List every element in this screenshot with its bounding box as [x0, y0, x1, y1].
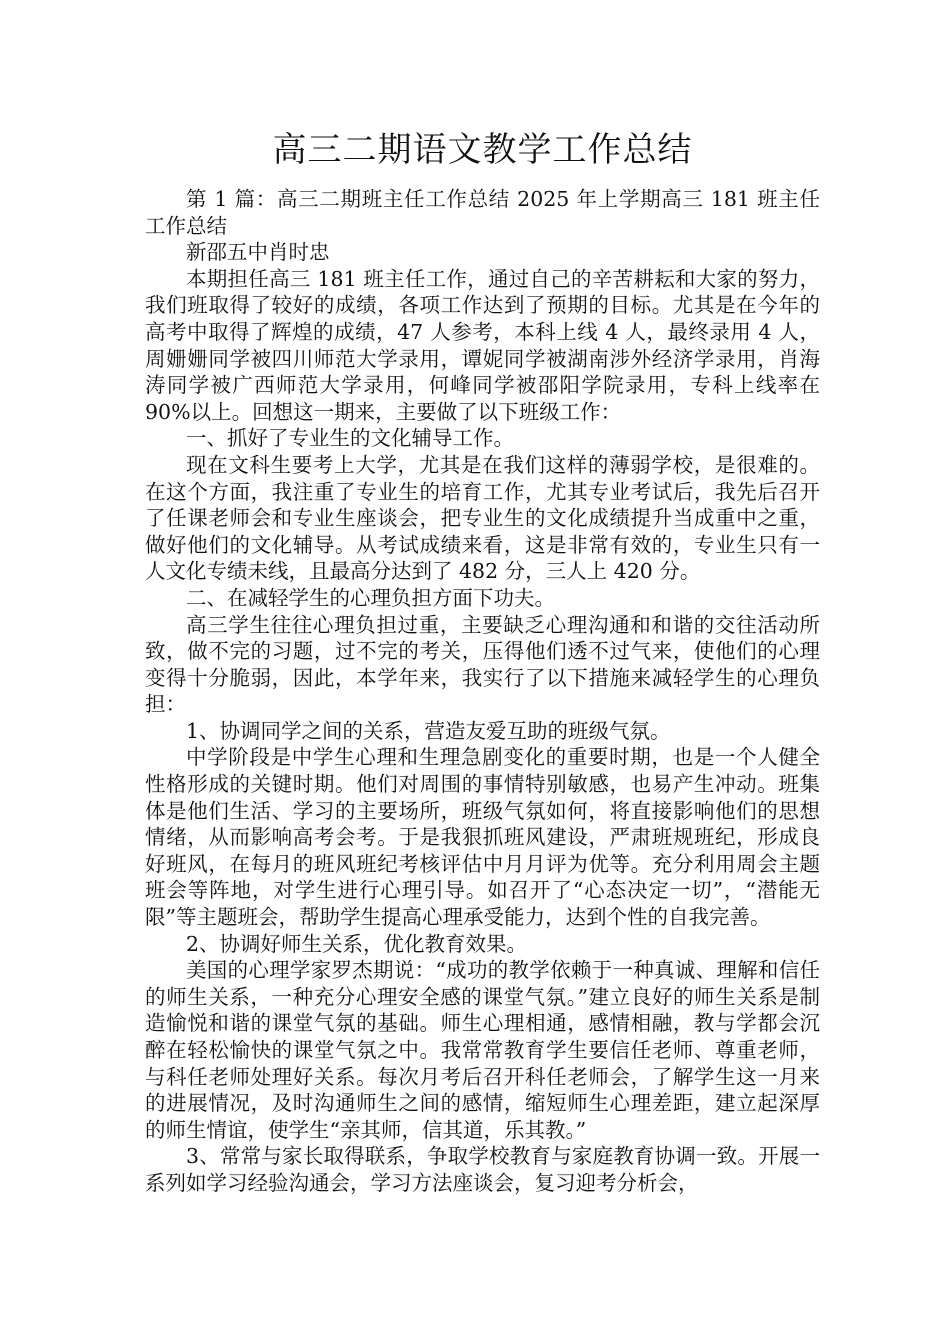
section-heading-1: 一、抓好了专业生的文化辅导工作。 [186, 426, 514, 451]
subheading-2: 2、协调好师生关系，优化教育效果。 [186, 931, 528, 956]
paragraph-section-2: 高三学生往往心理负担过重，主要缺乏心理沟通和和谐的交往活动所致，做不完的习题，过不完的考关，压得他们透不过气来，使他们的心理变得十分脆弱，因此，本学年来，我实行了以下措施来减轻学生的心理负担： [145, 612, 820, 717]
section-heading-2: 二、在减轻学生的心理负担方面下功夫。 [186, 585, 555, 610]
paragraph-sub-3: 3、常常与家长取得联系，争取学校教育与家庭教育协调一致。开展一系列如学习经验沟通会，学习方法座谈会，复习迎考分析会， [145, 1144, 820, 1195]
document-title: 高三二期语文教学工作总结 [272, 130, 693, 170]
paragraph-sub-1: 中学阶段是中学生心理和生理急剧变化的重要时期，也是一个人健全性格形成的关键时期。他们对周围的事情特别敏感，也易产生冲动。班集体是他们生活、学习的主要场所，班级气氛如何，将直接影响他们的思想情绪，从而影响高考会考。于是我狠抓班风建设，严肃班规班纪，形成良好班风，在每月的班风班纪考核评估中月月评为优等。充分利用周会主题班会等阵地，对学生进行心理引导。如召开了“心态决定一切”，“潜能无限”等主题班会，帮助学生提高心理承受能力，达到个性的自我完善。 [145, 745, 820, 930]
paragraph-sub-2: 美国的心理学家罗杰期说：“成功的教学依赖于一种真诚、理解和信任的师生关系，一种充分心理安全感的课堂气氛。”建立良好的师生关系是制造愉悦和谐的课堂气氛的基础。师生心理相通，感情相融，教与学都会沉醉在轻松愉快的课堂气氛之中。我常常教育学生要信任老师、尊重老师，与科任老师处理好关系。每次月考后召开科任老师会，了解学生这一月来的进展情况，及时沟通师生之间的感情，缩短师生心理差距，建立起深厚的师生情谊，使学生“亲其师，信其道，乐其教。” [145, 958, 820, 1142]
paragraph-source-heading: 第 1 篇：高三二期班主任工作总结 2025 年上学期高三 181 班主任工作总结 [145, 187, 820, 238]
subheading-1: 1、协调同学之间的关系，营造友爱互助的班级气氛。 [186, 718, 671, 743]
paragraph-author: 新邵五中肖时忠 [186, 240, 330, 265]
paragraph-section-1: 现在文科生要考上大学，尤其是在我们这样的薄弱学校，是很难的。在这个方面，我注重了专业生的培育工作，尤其专业考试后，我先后召开了任课老师会和专业生座谈会，把专业生的文化成绩提升当成重中之重，做好他们的文化辅导。从考试成绩来看，这是非常有效的，专业生只有一人文化专绩未线，且最高分达到了 482 分，三人上 420 分。 [145, 452, 820, 584]
paragraph-intro: 本期担任高三 181 班主任工作，通过自己的辛苦耕耘和大家的努力，我们班取得了较好的成绩，各项工作达到了预期的目标。尤其是在今年的高考中取得了辉煌的成绩，47 人参考，本科上线 4 人，最终录用 4 人，周姗姗同学被四川师范大学录用，谭妮同学被湖南涉外经济学录用，肖海涛同学被广西师范大学录用，何峰同学被邵阳学院录用，专科上线率在 90%以上。回想这一期来，主要做了以下班级工作： [145, 266, 820, 424]
